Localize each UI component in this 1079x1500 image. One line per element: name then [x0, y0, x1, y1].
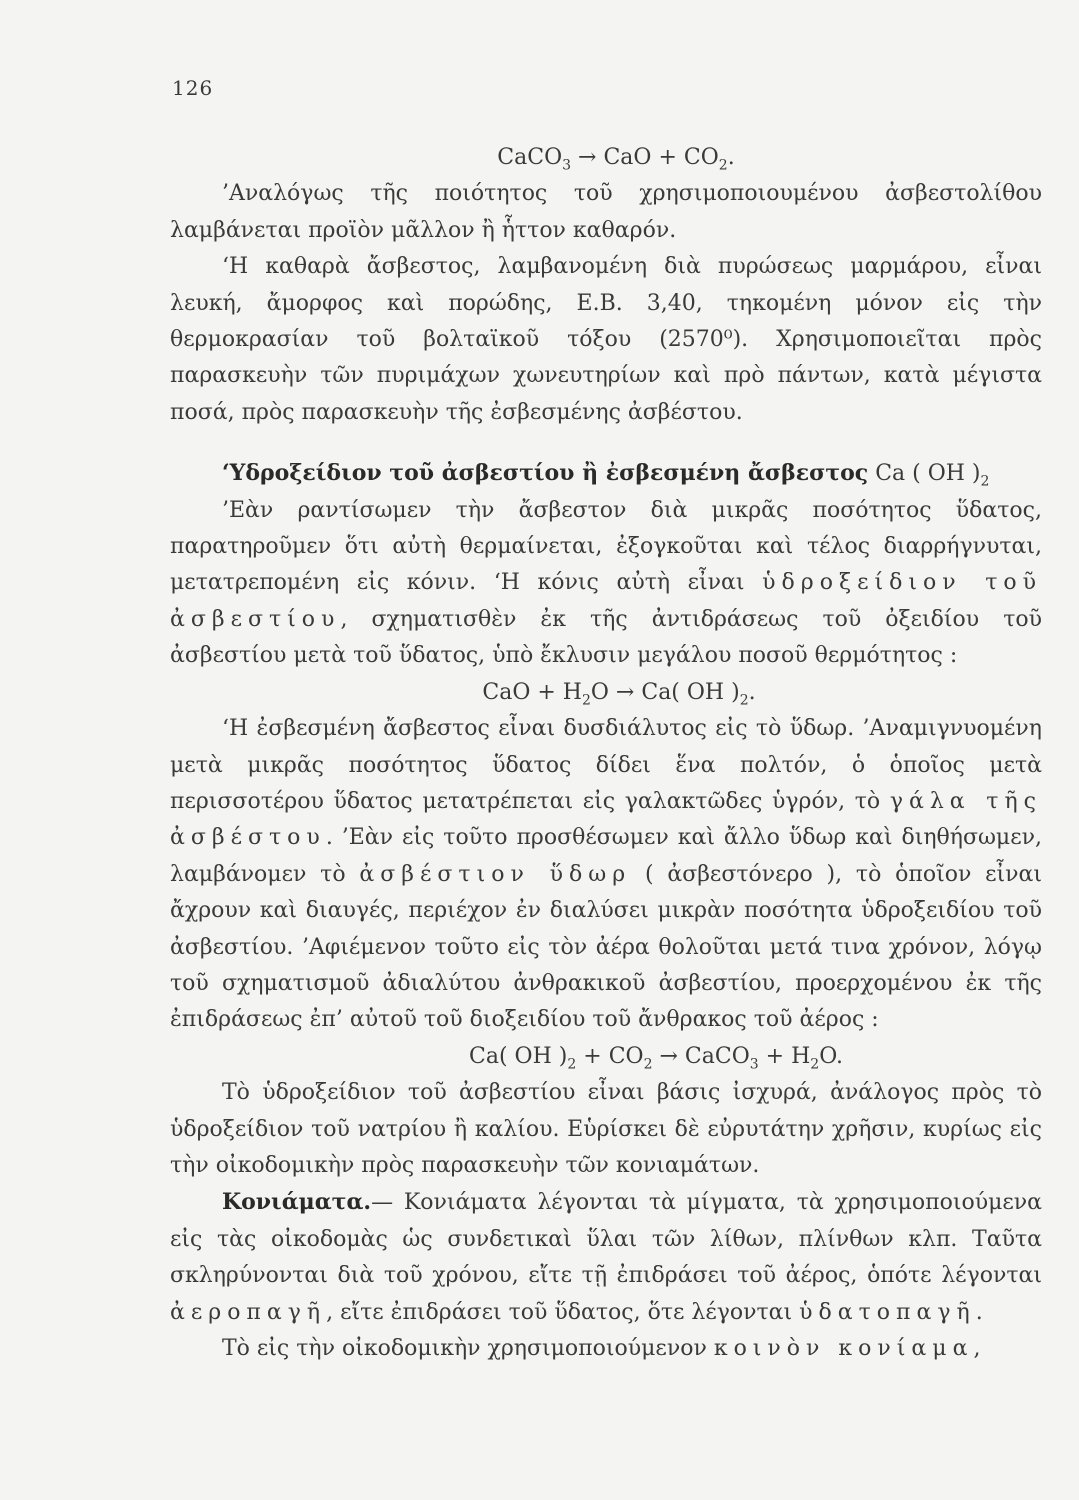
section-heading: ‘Υδροξείδιον τοῦ ἀσβεστίου ἢ ἐσβεσμένη ἄσβεστος [222, 460, 869, 487]
page-number: 126 [172, 76, 214, 100]
eq-arrow: → [571, 145, 604, 170]
equation-calcination [190, 140, 1042, 176]
spaced-term: ἀεροπαγῆ [170, 1299, 327, 1325]
paragraph-common-mortar: Τὸ εἰς τὴν οἰκοδομικὴν χρησιμοποιούμενον κοινὸν κονίαμα, [222, 1336, 981, 1361]
heading-formula: Ca ( OH )$_2$ [875, 461, 990, 490]
paragraph-quality: ’Αναλόγως τῆς ποιότητος τοῦ χρησιμοποιουμένου ἀσβεστολίθου λαμβάνεται προϊὸν μᾶλλον ἢ ἧττον καθαρόν. [170, 181, 1042, 243]
eq-product: CaO [603, 145, 652, 170]
eq-subscript: 2 [718, 157, 728, 174]
section-heading-mortars: Κονιάματα. [222, 1189, 372, 1216]
eq-end: . [727, 145, 735, 170]
section-slaked-lime [170, 455, 1042, 492]
eq-reactant: CaCO [497, 145, 563, 170]
spaced-term: ὑδροξείδιον τοῦ ἀσβεστίου [170, 570, 1042, 632]
spaced-term: κοινὸν κονίαμα [713, 1336, 974, 1361]
paragraph-pure-lime: ‘Η καθαρὰ ἄσβεστος, λαμβανομένη διὰ πυρώσεως μαρμάρου, εἶναι λευκή, ἄμορφος καὶ πορώδης, Ε.Β. 3,40, τηκομένη μόνον εἰς τὴν θερμοκρασίαν τοῦ βολταϊκοῦ τόξου (2570⁰). Χρησιμοποιεῖται πρὸς παρασκευὴν τῶν πυριμάχων χωνευτηρίων καὶ πρὸ πάντων, κατὰ μέγιστα ποσά, πρὸς παρασκευὴν τῆς ἐσβεσμένης ἀσβέστου. [170, 254, 1042, 425]
eq-plus: + [651, 145, 684, 170]
page-body [170, 140, 1042, 1367]
paragraph-lime-water: ‘Η ἐσβεσμένη ἄσβεστος εἶναι δυσδιάλυτος εἰς τὸ ὕδωρ. ’Αναμιγνυομένη μετὰ μικρᾶς ποσότητος ὕδατος δίδει ἕνα πολτόν, ὁ ὁποῖος μετὰ περισσοτέρου ὕδατος μετατρέπεται εἰς γαλακτῶδες ὑγρόν, τὸ γάλα τῆς ἀσβέστου. ’Εὰν εἰς τοῦτο προσθέσωμεν καὶ ἄλλο ὕδωρ καὶ διηθήσωμεν, λαμβάνομεν τὸ ἀσβέστιον ὕδωρ ( ἀσβεστόνερο ), τὸ ὁποῖον εἶναι ἄχρουν καὶ διαυγές, περιέχον ἐν διαλύσει μικρὰν ποσότητα ὑδροξειδίου τοῦ ἀσβεστίου. ’Αφιέμενον τοῦτο εἰς τὸν ἀέρα θολοῦται μετά τινα χρόνον, λόγῳ τοῦ σχηματισμοῦ ἀδιαλύτου ἀνθρακικοῦ ἀσβεστίου, προερχομένου ἐκ τῆς ἐπιδράσεως ἐπ’ αὐτοῦ τοῦ διοξειδίου τοῦ ἄνθρακος τοῦ ἀέρος : [170, 716, 1043, 1033]
spaced-term: ἀσβέστιον ὕδωρ [359, 861, 632, 887]
paragraph-hydroxide-uses: Τὸ ὑδροξείδιον τοῦ ἀσβεστίου εἶναι βάσις ἰσχυρά, ἀνάλογος πρὸς τὸ ὑδροξείδιον τοῦ νατρίου ἢ καλίου. Εὑρίσκει δὲ εὐρυτάτην χρῆσιν, κυρίως εἰς τὴν οἰκοδομικὴν πρὸς παρασκευὴν τῶν κονιαμάτων. [170, 1080, 1042, 1178]
eq-product: CO [683, 145, 719, 170]
spaced-term: γάλα τῆς ἀσβέστου [170, 788, 1042, 851]
equation-slaking: CaO + $H_2O \to Ca$( OH )$_2$. [482, 679, 756, 709]
paragraph-mortars: Κονιάματα.— Κονιάματα λέγονται τὰ μίγματα, τὰ χρησιμοποιούμενα εἰς τὰς οἰκοδομὰς ὡς συνδετικαὶ ὕλαι τῶν λίθων, πλίνθων κλπ. Ταῦτα σκληρύνονται διὰ τοῦ χρόνου, εἴτε τῇ ἐπιδράσει τοῦ ἀέρος, ὁπότε λέγονται ἀεροπαγῆ, εἴτε ἐπιδράσει τοῦ ὕδατος, ὅτε λέγονται ὑδατοπαγῆ. [170, 1189, 1042, 1325]
equation-carbonation: Ca( OH )$_2 + CO_2$ → CaCO$_3$ + $H_2O$. [469, 1043, 843, 1073]
eq-subscript: 3 [562, 157, 572, 174]
paragraph-slaking: ’Εὰν ραντίσωμεν τὴν ἄσβεστον διὰ μικρᾶς ποσότητος ὕδατος, παρατηροῦμεν ὅτι αὐτὴ θερμαίνεται, ἐξογκοῦται καὶ τέλος διαρρήγνυται, μετατρεπομένη εἰς κόνιν. ‘Η κόνις αὐτὴ εἶναι ὑδροξείδιον τοῦ ἀσβεστίου, σχηματισθὲν ἐκ τῆς ἀντιδράσεως τοῦ ὀξειδίου τοῦ ἀσβεστίου μετὰ τοῦ ὕδατος, ὑπὸ ἔκλυσιν μεγάλου ποσοῦ θερμότητος : [170, 497, 1042, 669]
spaced-term: ὑδατοπαγῆ [799, 1299, 976, 1325]
